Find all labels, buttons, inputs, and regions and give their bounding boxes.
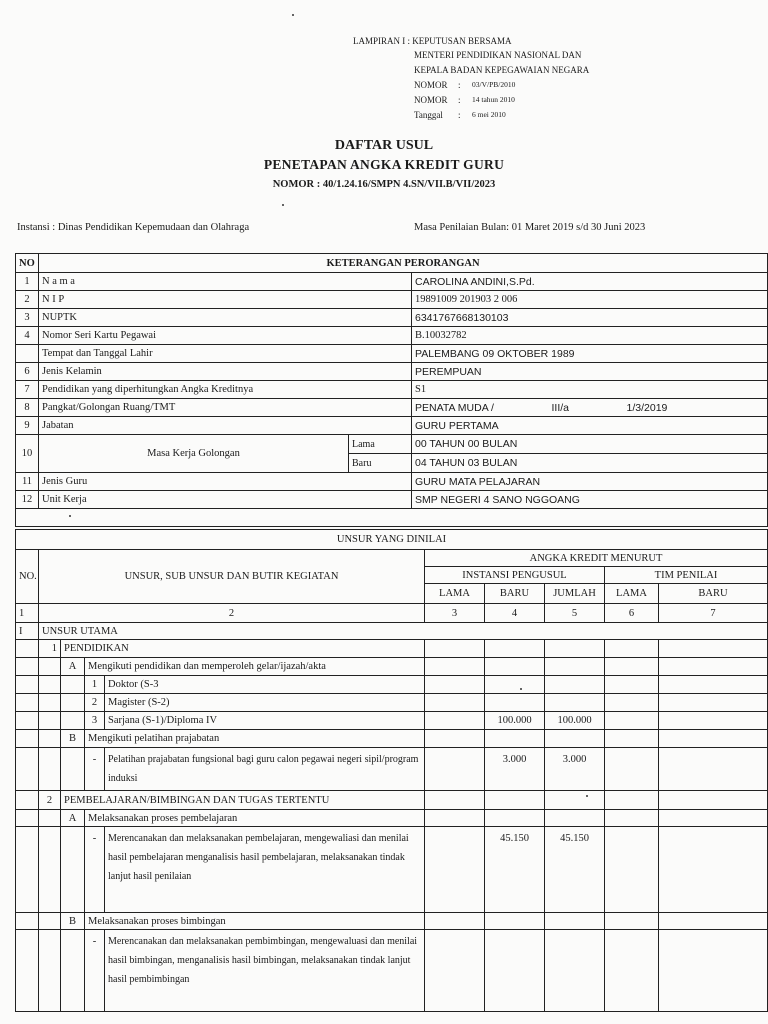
sub-letter: A (61, 658, 85, 676)
perorangan-row (16, 309, 768, 327)
row-value: B.10032782 (412, 327, 768, 345)
row-value: S1 (412, 381, 768, 399)
degree-label: Doktor (S-3 (105, 676, 425, 694)
sub-a-label: Mengikuti pendidikan dan memperoleh gelar/ijazah/akta (85, 658, 425, 676)
perorangan-row (16, 473, 768, 491)
degree-no: 2 (85, 694, 105, 712)
lampiran-value: 6 mei 2010 (472, 110, 506, 119)
unsur-col-header: UNSUR, SUB UNSUR DAN BUTIR KEGIATAN (39, 550, 425, 604)
row-label: Jenis Guru (39, 473, 412, 491)
col-number: 4 (485, 604, 545, 623)
angka-kredit-header: ANGKA KREDIT MENURUT (425, 550, 768, 567)
lampiran-row-tanggal (0, 108, 768, 122)
perorangan-header-row (16, 254, 768, 273)
col-number: 2 (39, 604, 425, 623)
row-label: NUPTK (39, 309, 412, 327)
pem-a-detail-row (16, 827, 768, 913)
lampiran-line-3: KEPALA BADAN KEPEGAWAIAN NEGARA (414, 65, 590, 75)
lampiran-label: NOMOR (414, 80, 448, 90)
row-value: PEREMPUAN (412, 363, 768, 381)
row-value: 6341767668130103 (412, 309, 768, 327)
col-baru-header: BARU (659, 584, 768, 604)
unsur-header: UNSUR YANG DINILAI (16, 530, 768, 550)
lampiran-block (0, 34, 768, 124)
unsur-utama-no: I (16, 623, 39, 640)
masa-penilaian-text: Masa Penilaian Bulan: 01 Maret 2019 s/d 30 Juni 2023 (414, 222, 646, 233)
row-no (16, 345, 39, 363)
row-no: 6 (16, 363, 39, 381)
baru-value: 04 TAHUN 03 BULAN (412, 454, 768, 473)
row-label: N I P (39, 291, 412, 309)
golongan-text: III/a (551, 401, 570, 414)
blank-cell (16, 640, 39, 658)
sub-letter: A (61, 810, 85, 827)
unsur-dinilai-table (15, 529, 768, 1012)
pendidikan-no: 1 (39, 640, 61, 658)
pembelajaran-row (16, 791, 768, 810)
degree-baru: 100.000 (485, 712, 545, 730)
row-label: N a m a (39, 273, 412, 291)
perorangan-row (16, 381, 768, 399)
sub-letter: B (61, 730, 85, 748)
degree-label: Magister (S-2) (105, 694, 425, 712)
pembelajaran-no: 2 (39, 791, 61, 810)
row-value: 19891009 201903 2 006 (412, 291, 768, 309)
lampiran-value: 14 tahun 2010 (472, 95, 515, 104)
row-value: PALEMBANG 09 OKTOBER 1989 (412, 345, 768, 363)
lampiran-label: Tanggal (414, 110, 443, 120)
col-lama-header: LAMA (425, 584, 485, 604)
perorangan-row (16, 399, 768, 417)
lampiran-sep: : (458, 110, 461, 120)
row-label: Nomor Seri Kartu Pegawai (39, 327, 412, 345)
lampiran-sep: : (458, 95, 461, 105)
prajab-row (16, 748, 768, 791)
pem-a-text: Merencanakan dan melaksanakan pembelajaran, mengewaliasi dan menilai hasil pembelajaran menganalisis hasil pembelajaran, melaksanakan tindak lanjut hasil penilaian (105, 827, 425, 913)
degree-label: Sarjana (S-1)/Diploma IV (105, 712, 425, 730)
degree-no: 3 (85, 712, 105, 730)
lampiran-row-nomor-1 (0, 78, 768, 92)
lampiran-line-2: MENTERI PENDIDIKAN NASIONAL DAN (414, 50, 582, 60)
pem-a-baru: 45.150 (485, 827, 545, 913)
row-value: SMP NEGERI 4 SANO NGGOANG (412, 491, 768, 509)
degree-no: 1 (85, 676, 105, 694)
perorangan-row (16, 491, 768, 509)
scan-speck (282, 204, 284, 206)
row-no: 1 (16, 273, 39, 291)
perorangan-row (16, 363, 768, 381)
row-label: Pangkat/Golongan Ruang/TMT (39, 399, 412, 417)
lampiran-line-1: LAMPIRAN I : KEPUTUSAN BERSAMA (353, 36, 512, 46)
pendidikan-row (16, 640, 768, 658)
degree-jumlah (545, 676, 605, 694)
row-label: Tempat dan Tanggal Lahir (39, 345, 412, 363)
row-label: Jenis Kelamin (39, 363, 412, 381)
degree-baru (485, 676, 545, 694)
spacer-cell (16, 509, 768, 527)
row-value-pangkat (412, 399, 768, 417)
pangkat-text: PENATA MUDA / (415, 401, 494, 414)
sub-letter: B (61, 913, 85, 930)
title-nomor: NOMOR : 40/1.24.16/SMPN 4.SN/VII.B/VII/2023 (272, 179, 496, 190)
scan-speck (292, 14, 294, 16)
title-daftar-usul: DAFTAR USUL (334, 138, 434, 153)
prajab-baru: 3.000 (485, 748, 545, 791)
perorangan-header: KETERANGAN PERORANGAN (39, 254, 768, 273)
no-col-header: NO. (16, 550, 39, 604)
col-lama-header: LAMA (605, 584, 659, 604)
row-no: 9 (16, 417, 39, 435)
degree-jumlah: 100.000 (545, 712, 605, 730)
lama-label: Lama (349, 435, 412, 454)
pem-a-row (16, 810, 768, 827)
row-value: CAROLINA ANDINI,S.Pd. (412, 273, 768, 291)
pem-b-detail-row (16, 930, 768, 1012)
row-no: 8 (16, 399, 39, 417)
row-label: Pendidikan yang diperhitungkan Angka Kreditnya (39, 381, 412, 399)
bullet: - (85, 827, 105, 913)
sub-a-row (16, 658, 768, 676)
perorangan-row (16, 273, 768, 291)
bullet: - (85, 930, 105, 1012)
row-no: 11 (16, 473, 39, 491)
row-value: GURU MATA PELAJARAN (412, 473, 768, 491)
unsur-header-row (16, 530, 768, 550)
row-no: 3 (16, 309, 39, 327)
pem-a-jumlah: 45.150 (545, 827, 605, 913)
title-penetapan: PENETAPAN ANGKA KREDIT GURU (263, 157, 505, 172)
bullet: - (85, 748, 105, 791)
sub-b-label: Mengikuti pelatihan prajabatan (85, 730, 425, 748)
no-header: NO (16, 254, 39, 273)
row-no: 2 (16, 291, 39, 309)
perorangan-row (16, 327, 768, 345)
perorangan-row (16, 345, 768, 363)
row-no: 4 (16, 327, 39, 345)
row-no: 12 (16, 491, 39, 509)
pem-b-row (16, 913, 768, 930)
row-value: GURU PERTAMA (412, 417, 768, 435)
sub-b-row (16, 730, 768, 748)
row-label: Unit Kerja (39, 491, 412, 509)
spacer-row (16, 509, 768, 527)
tim-penilai-header: TIM PENILAI (605, 567, 768, 584)
degree-row (16, 676, 768, 694)
row-no: 7 (16, 381, 39, 399)
scan-speck (520, 688, 522, 690)
instansi-text: Instansi : Dinas Pendidikan Kepemudaan dan Olahraga (17, 222, 250, 233)
lampiran-sep: : (458, 80, 461, 90)
lampiran-row-nomor-2 (0, 93, 768, 107)
lampiran-label: NOMOR (414, 95, 448, 105)
lama-value: 00 TAHUN 00 BULAN (412, 435, 768, 454)
unsur-utama-row (16, 623, 768, 640)
perorangan-row (16, 417, 768, 435)
lampiran-value: 03/V/PB/2010 (472, 80, 516, 89)
masa-kerja-row-lama (16, 435, 768, 454)
scan-speck (586, 795, 588, 797)
col-number: 1 (16, 604, 39, 623)
col-jumlah-header: JUMLAH (545, 584, 605, 604)
keterangan-perorangan-table (15, 253, 768, 527)
pendidikan-label: PENDIDIKAN (61, 640, 425, 658)
baru-label: Baru (349, 454, 412, 473)
col-number: 3 (425, 604, 485, 623)
col-number: 5 (545, 604, 605, 623)
degree-row (16, 694, 768, 712)
col-number: 6 (605, 604, 659, 623)
pem-b-label: Melaksanakan proses bimbingan (85, 913, 425, 930)
degree-row (16, 712, 768, 730)
scan-speck (69, 515, 71, 517)
pembelajaran-label: PEMBELAJARAN/BIMBINGAN DAN TUGAS TERTENTU (61, 791, 425, 810)
pem-a-label: Melaksanakan proses pembelajaran (85, 810, 425, 827)
pem-b-text: Merencanakan dan melaksanakan pembimbingan, mengewaluasi dan menilai hasil bimbingan, menganalisis hasil bimbingan, melaksanakan tindak lanjut hasil pembimbingan (105, 930, 425, 1012)
degree-jumlah (545, 694, 605, 712)
instansi-pengusul-header: INSTANSI PENGUSUL (425, 567, 605, 584)
row-no: 10 (16, 435, 39, 473)
masa-kerja-label: Masa Kerja Golongan (39, 435, 349, 473)
col-baru-header: BARU (485, 584, 545, 604)
tmt-text: 1/3/2019 (626, 401, 668, 414)
angka-kredit-header-row (16, 550, 768, 567)
prajab-text: Pelatihan prajabatan fungsional bagi guru calon pegawai negeri sipil/program induksi (105, 748, 425, 791)
unsur-utama-label: UNSUR UTAMA (39, 623, 425, 640)
row-label: Jabatan (39, 417, 412, 435)
col-number-row (16, 604, 768, 623)
degree-baru (485, 694, 545, 712)
col-number: 7 (659, 604, 768, 623)
prajab-jumlah: 3.000 (545, 748, 605, 791)
perorangan-row (16, 291, 768, 309)
